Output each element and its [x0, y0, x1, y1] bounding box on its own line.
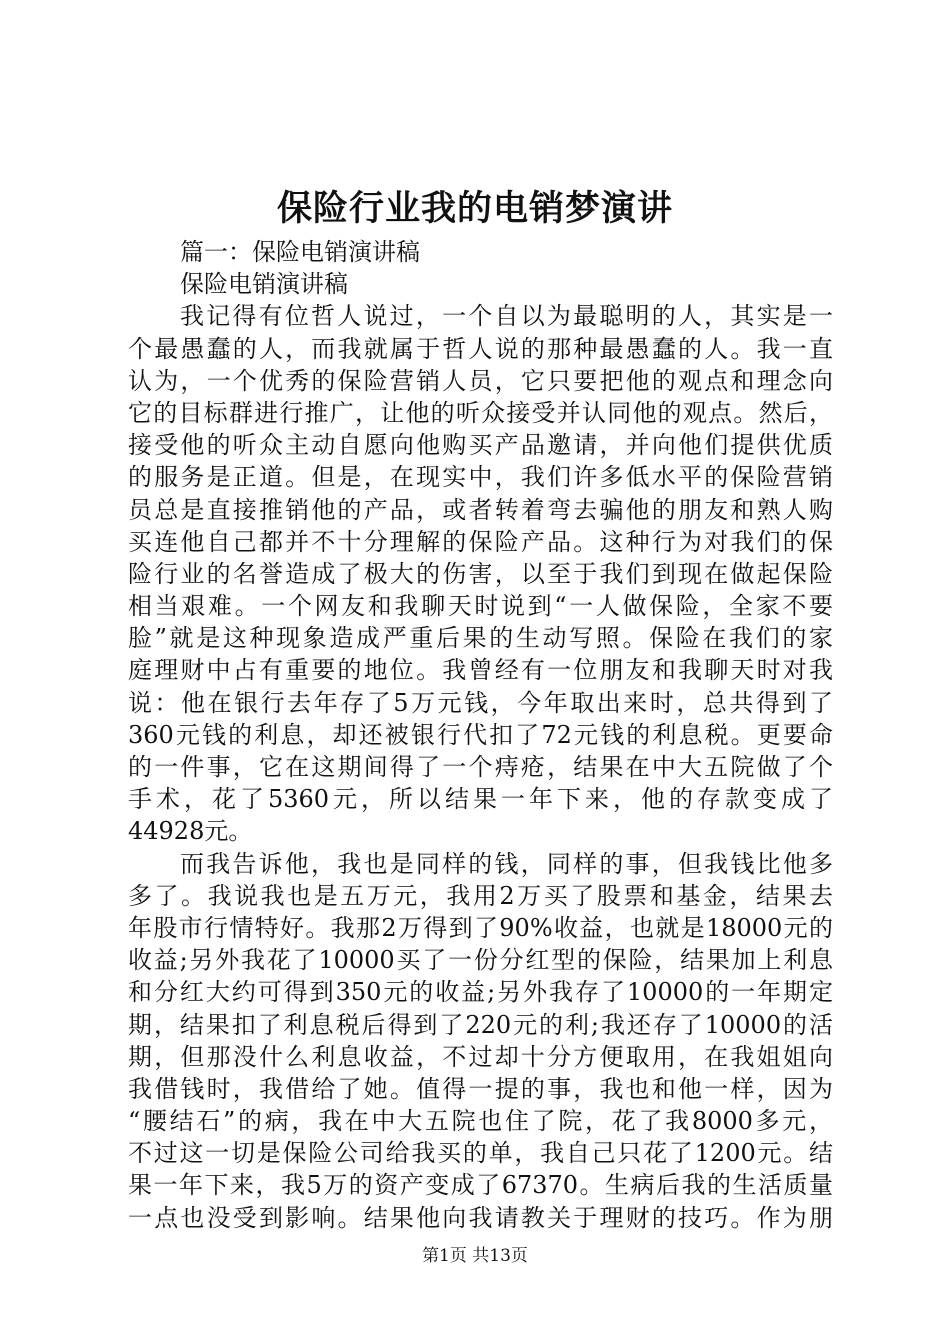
paragraph-line: 它的目标群进行推广，让他的听众接受并认同他的观点。然后， — [128, 398, 833, 427]
paragraph-line: 期，但那没什么利息收益，不过却十分方便取用，在我姐姐向 — [128, 1042, 833, 1071]
paragraph-line: 收益;另外我花了10000买了一份分红型的保险，结果加上利息 — [128, 946, 833, 975]
paragraph-line: 和分红大约可得到350元的收益;另外我存了10000的一年期定 — [128, 978, 833, 1007]
paragraph-line: 年股市行情特好。我那2万得到了90%收益，也就是18000元的 — [128, 913, 833, 942]
paragraph-line: 员总是直接推销他的产品，或者转着弯去骗他的朋友和熟人购 — [128, 495, 833, 524]
document-body — [128, 236, 833, 1234]
paragraph-line: 险行业的名誉造成了极大的伤害，以至于我们到现在做起保险 — [128, 559, 833, 588]
document-title: 保险行业我的电销梦演讲 — [276, 188, 673, 229]
paragraph-line: 我记得有位哲人说过，一个自以为最聪明的人，其实是一 — [180, 302, 833, 331]
paragraph-line: 脸”就是这种现象造成严重后果的生动写照。保险在我们的家 — [128, 624, 833, 653]
paragraph-line: 多了。我说我也是五万元，我用2万买了股票和基金，结果去 — [128, 881, 833, 910]
subsection-heading: 保险电销演讲稿 — [180, 270, 348, 299]
paragraph-line: 44928元。 — [128, 817, 253, 846]
paragraph-line: 而我告诉他，我也是同样的钱，同样的事，但我钱比他多 — [180, 849, 833, 878]
paragraph-line: 接受他的听众主动自愿向他购买产品邀请，并向他们提供优质 — [128, 431, 833, 460]
paragraph-line: 的服务是正道。但是，在现实中，我们许多低水平的保险营销 — [128, 463, 833, 492]
paragraph-line: 不过这一切是保险公司给我买的单，我自己只花了1200元。结 — [128, 1139, 833, 1168]
paragraph-line: 相当艰难。一个网友和我聊天时说到“一人做保险，全家不要 — [128, 592, 833, 621]
paragraph-line: “腰结石”的病，我在中大五院也住了院，花了我8000多元， — [128, 1107, 833, 1136]
paragraph-line: 手术，花了5360元，所以结果一年下来，他的存款变成了 — [128, 785, 833, 814]
paragraph-line: 我借钱时，我借给了她。值得一提的事，我也和他一样，因为 — [128, 1074, 833, 1103]
paragraph-line: 一点也没受到影响。结果他向我请教关于理财的技巧。作为朋 — [128, 1203, 833, 1232]
paragraph-line: 个最愚蠢的人，而我就属于哲人说的那种最愚蠢的人。我一直 — [128, 334, 833, 363]
paragraph-line: 果一年下来，我5万的资产变成了67370。生病后我的生活质量 — [128, 1171, 833, 1200]
page-footer: 第1页 共13页 — [422, 1246, 528, 1266]
paragraph-line: 的一件事，它在这期间得了一个痔疮，结果在中大五院做了个 — [128, 753, 833, 781]
section-heading: 篇一：保险电销演讲稿 — [180, 238, 420, 266]
paragraph-line: 360元钱的利息，却还被银行代扣了72元钱的利息税。更要命 — [128, 720, 833, 749]
paragraph-line: 庭理财中占有重要的地位。我曾经有一位朋友和我聊天时对我 — [128, 656, 833, 685]
paragraph-line: 买连他自己都并不十分理解的保险产品。这种行为对我们的保 — [128, 527, 833, 556]
paragraph-line: 说：他在银行去年存了5万元钱，今年取出来时，总共得到了 — [128, 688, 833, 717]
paragraph-line: 认为，一个优秀的保险营销人员，它只要把他的观点和理念向 — [128, 366, 833, 395]
paragraph-line: 期，结果扣了利息税后得到了220元的利;我还存了10000的活 — [128, 1010, 833, 1039]
